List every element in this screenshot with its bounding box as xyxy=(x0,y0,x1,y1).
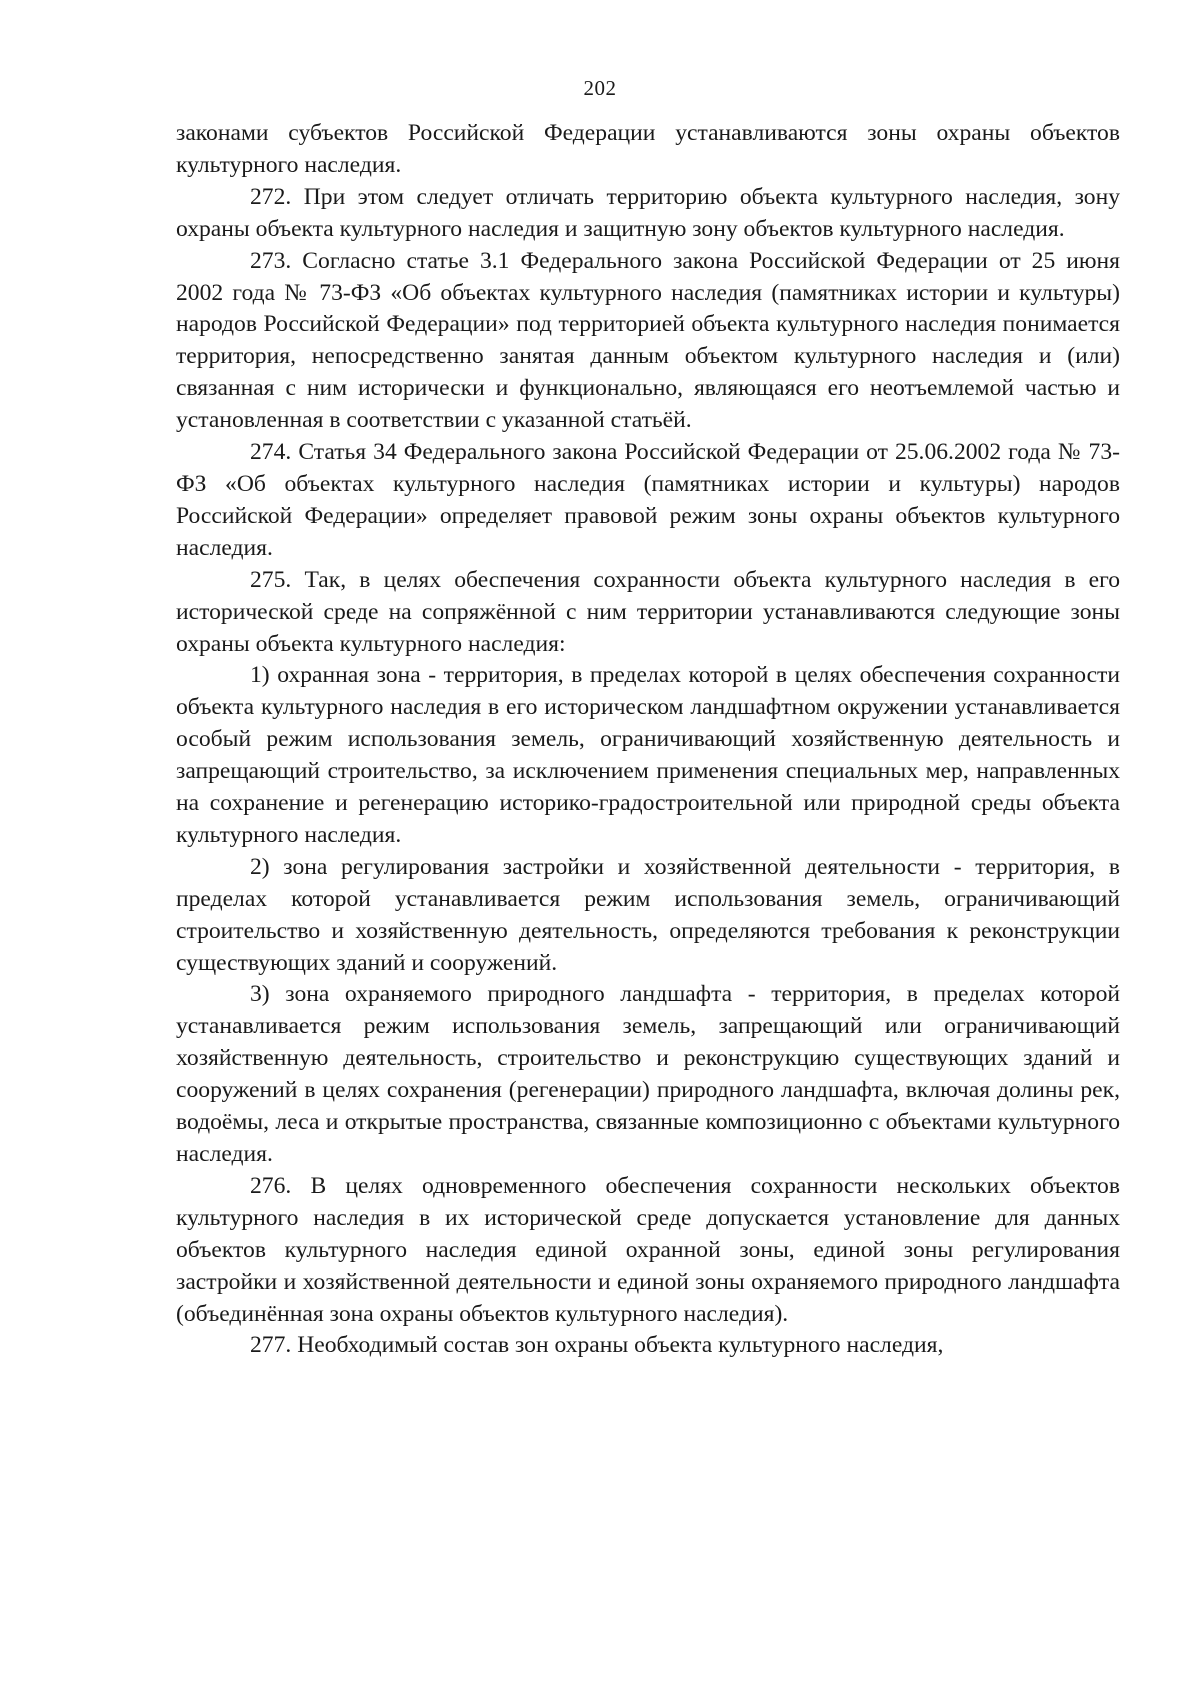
paragraph-274: 274. Статья 34 Федерального закона Российской Федерации от 25.06.2002 года № 73-ФЗ «Об объектах культурного наследия (памятниках истории и культуры) народов Российской Федерации» определяет правовой режим зоны охраны объектов культурного наследия. xyxy=(176,439,1120,561)
list-item-3: 3) зона охраняемого природного ландшафта - территория, в пределах которой устанавливается режим использования земель, запрещающий или ограничивающий хозяйственную деятельность, строительство и реконструкцию существующих зданий и сооружений в целях сохранения (регенерации) природного ландшафта, включая долины рек, водоёмы, леса и открытые пространства, связанные композиционно с объектами культурного наследия. xyxy=(176,981,1120,1167)
paragraph-275: 275. Так, в целях обеспечения сохранности объекта культурного наследия в его исторической среде на сопряжённой с ним территории устанавливаются следующие зоны охраны объекта культурного наследия: xyxy=(176,566,1120,657)
list-item-1: 1) охранная зона - территория, в пределах которой в целях обеспечения сохранности объекта культурного наследия в его историческом ландшафтном окружении устанавливается особый режим использования земель, ограничивающий хозяйственную деятельность и запрещающий строительство, за исключением применения специальных мер, направленных на сохранение и регенерацию историко-градостроительной или природной среды объекта культурного наследия. xyxy=(176,662,1120,848)
document-body xyxy=(176,118,1120,1362)
paragraph-276: 276. В целях одновременного обеспечения сохранности нескольких объектов культурного наследия в их исторической среде допускается установление для данных объектов культурного наследия единой охранной зоны, единой зоны регулирования застройки и хозяйственной деятельности и единой зоны охраняемого природного ландшафта (объединённая зона охраны объектов культурного наследия). xyxy=(176,1172,1120,1327)
paragraph-continuation: законами субъектов Российской Федерации устанавливаются зоны охраны объектов культурного наследия. xyxy=(176,120,1120,178)
list-item-2: 2) зона регулирования застройки и хозяйственной деятельности - территория, в пределах которой устанавливается режим использования земель, ограничивающий строительство и хозяйственную деятельность, определяются требования к реконструкции существующих зданий и сооружений. xyxy=(176,853,1120,976)
paragraph-277: 277. Необходимый состав зон охраны объекта культурного наследия, xyxy=(250,1332,944,1359)
page-number: 202 xyxy=(583,76,617,100)
paragraph-273: 273. Согласно статье 3.1 Федерального закона Российской Федерации от 25 июня 2002 года № 73-ФЗ «Об объектах культурного наследия (памятниках истории и культуры) народов Российской Федерации» под территорией объекта культурного наследия понимается территория, непосредственно занятая данным объектом культурного наследия и (или) связанная с ним исторически и функционально, являющаяся его неотъемлемой частью и установленная в соответствии с указанной статьёй. xyxy=(176,247,1120,434)
paragraph-272: 272. При этом следует отличать территорию объекта культурного наследия, зону охраны объекта культурного наследия и защитную зону объектов культурного наследия. xyxy=(176,183,1120,242)
